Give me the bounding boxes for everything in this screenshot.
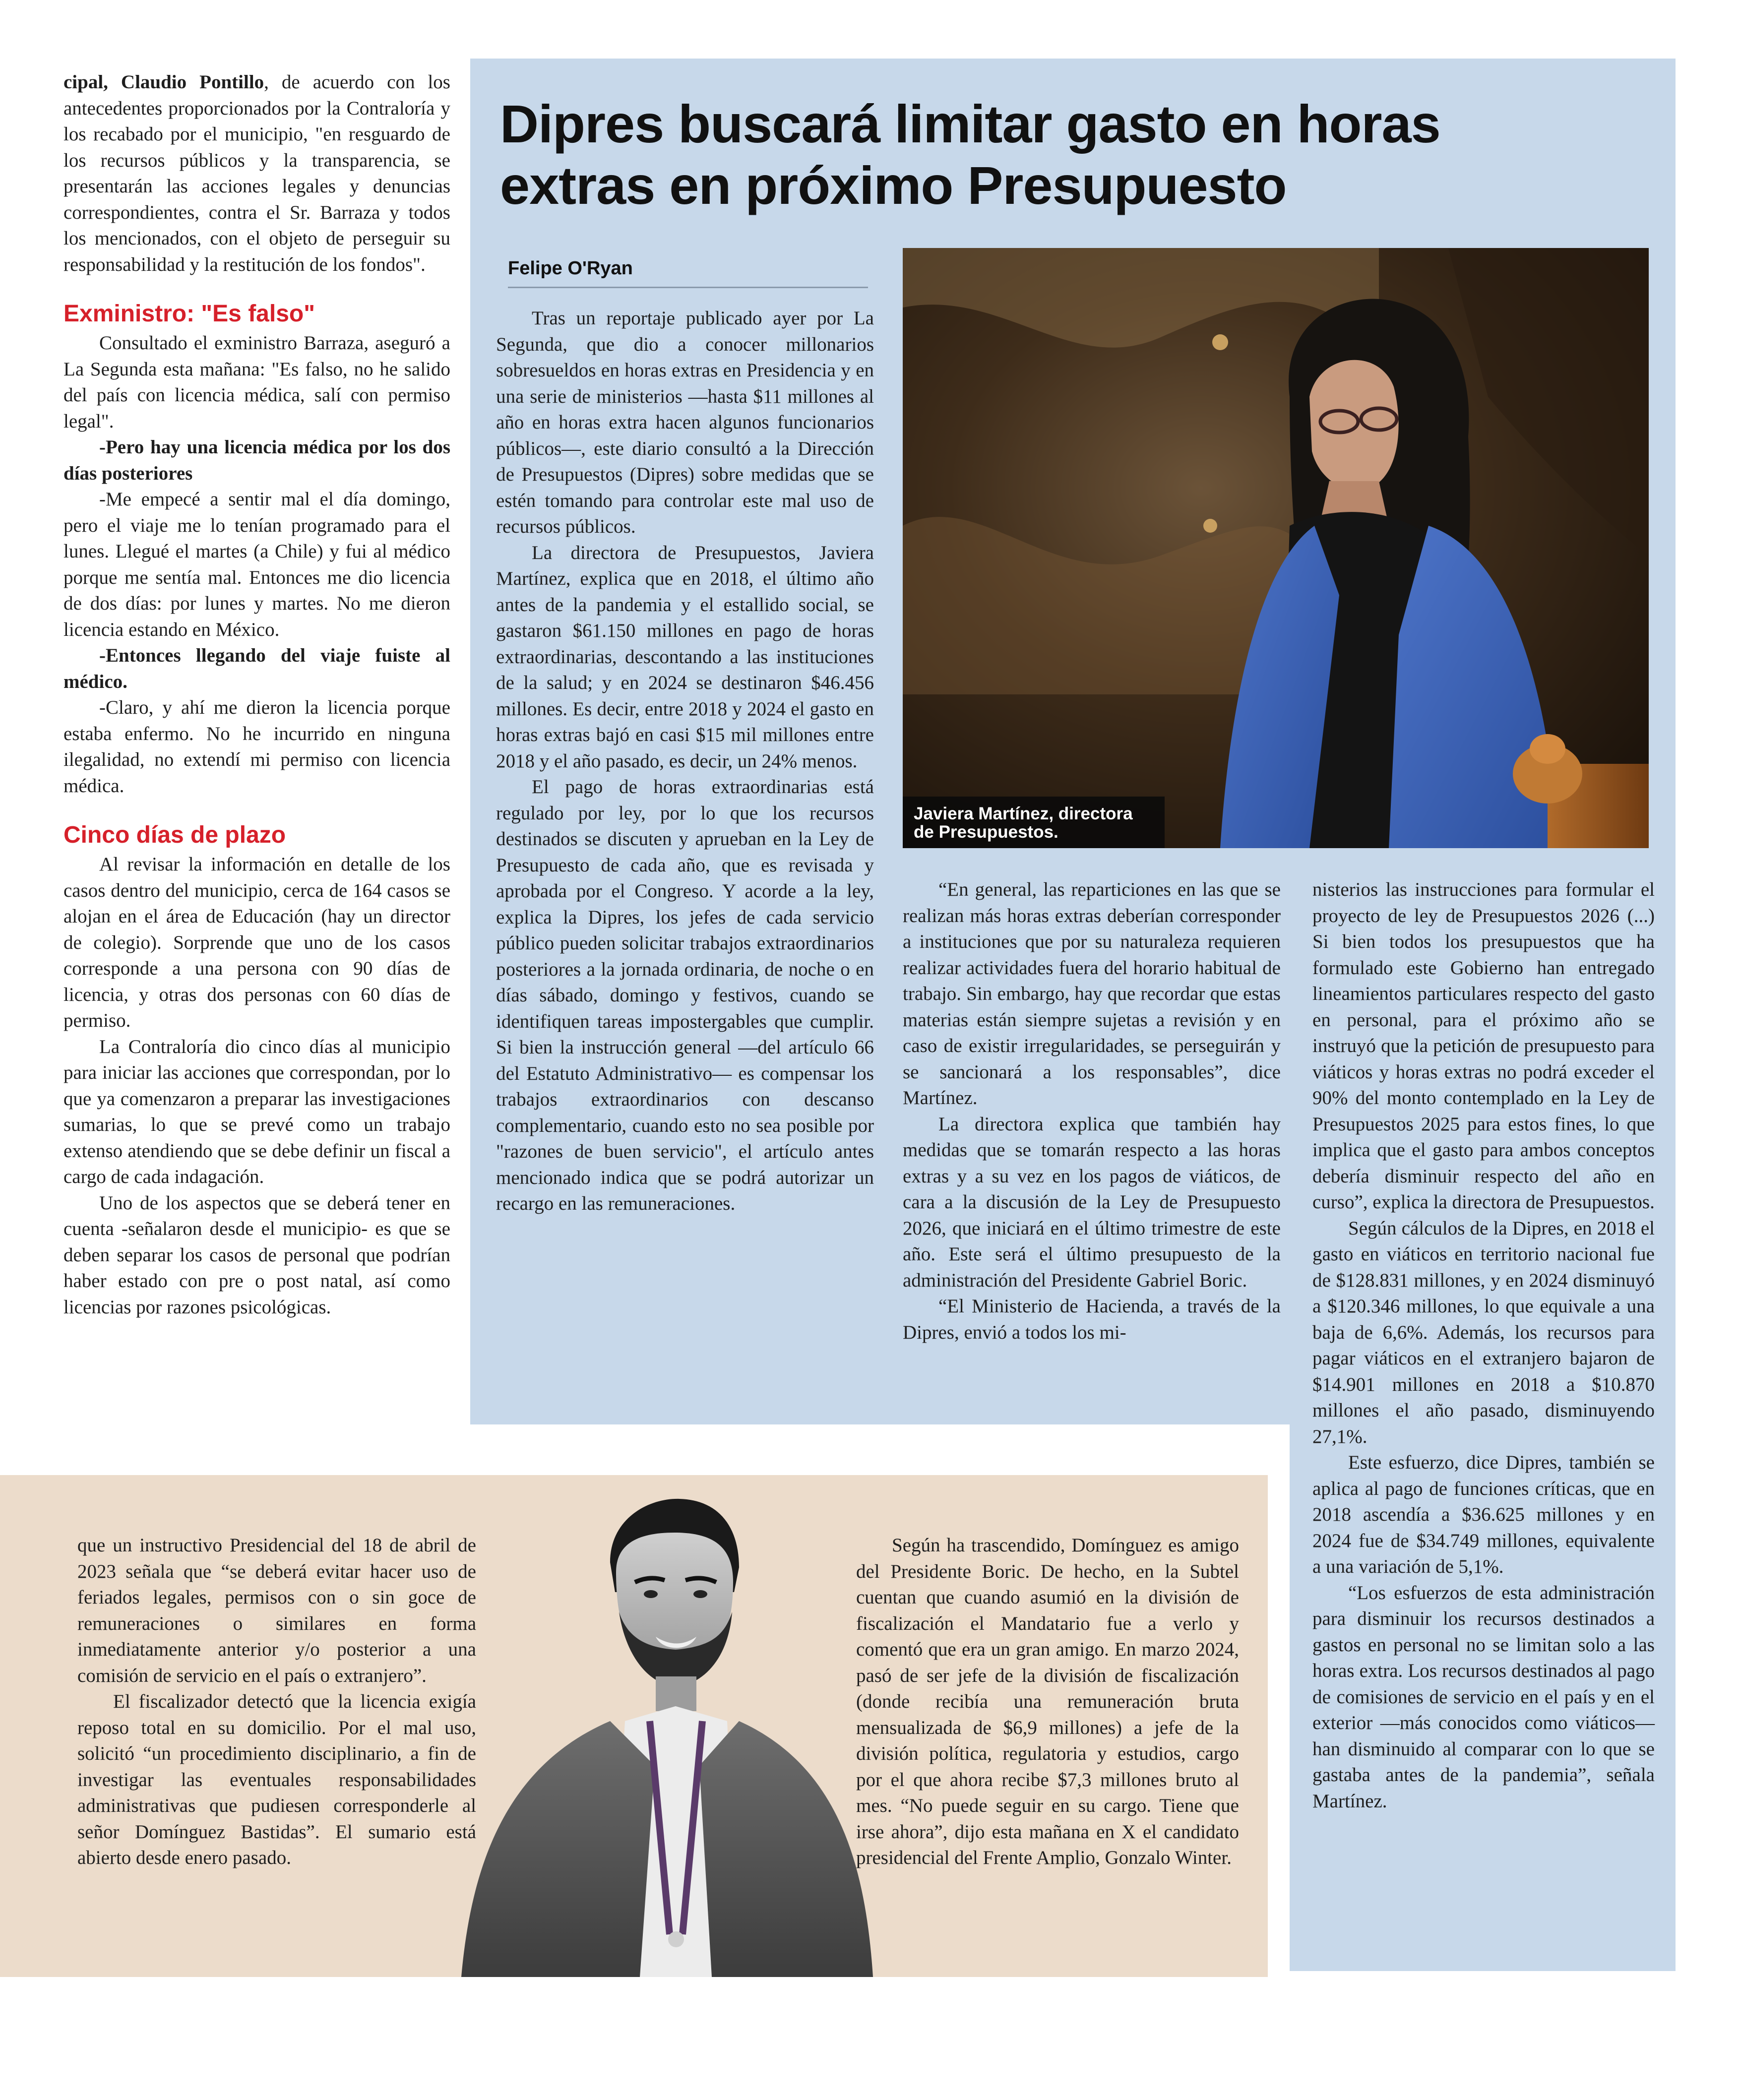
article-paragraph: La directora de Presupuestos, Javiera Martínez, explica que en 2018, el último año antes de la pandemia y el estallido social, se gastaron $61.150 millones en pago de horas extraordinarias, descontando a las instituciones de la salud; y en 2024 se destinaron $46.456 millones. Es decir, entre 2018 y 2024 el gasto en horas extras bajó en casi $15 mil millones entre 2018 y el año pasado, es decir, un 24% menos. [496, 542, 874, 772]
article-column-2 [903, 877, 1281, 1346]
article-paragraph: Este esfuerzo, dice Dipres, también se aplica al pago de funciones críticas, que en 2018 ascendía a $36.625 millones y en 2024 fue de $34.749 millones, equivalente a una variación de 5,1%. [1312, 1452, 1655, 1577]
left-paragraph-intro [63, 69, 450, 278]
sidebar-paragraph: El fiscalizador detectó que la licencia exigía reposo total en su domicilio. Por el mal uso, solicitó “un procedimiento disciplinario, a fin de investigar las eventuales responsabilidades administrativas que pudiesen corresponderle al señor Domínguez Bastidas”. El sumario está abierto desde enero pasado. [77, 1691, 476, 1868]
subhead-exministro: Exministro: "Es falso" [63, 301, 315, 327]
article-paragraph: La directora explica que también hay medidas que se tomarán respecto a las horas extras y a su vez en los pagos de viáticos, de cara a la discusión de la Ley de Presupuesto 2026, que iniciará en el último trimestre de este año. Este será el último presupuesto de la administración del Presidente Gabriel Boric. [903, 1113, 1281, 1291]
article-paragraph: nisterios las instrucciones para formular el proyecto de ley de Presupuestos 2026 (...) Si bien todos los presupuestos que ha formulado este Gobierno han entregado lineamientos particulares respecto del gasto en personal, para el próximo año se instruyó que la petición de presupuesto para viáticos y horas extras no podrá exceder el 90% del monto contemplado en la Ley de Presupuestos 2025 para estos fines, lo que implica que el gasto para ambos conceptos debería disminuir respecto del año en curso”, explica la directora de Presupuestos. [1312, 879, 1655, 1213]
sidebar-column-1 [77, 1533, 476, 1871]
article-paragraph: “El Ministerio de Hacienda, a través de la Dipres, envió a todos los mi- [903, 1296, 1281, 1343]
article-column-3 [1312, 877, 1655, 1814]
section1-question: -Entonces llegando del viaje fuiste al médico. [63, 645, 450, 692]
intro-bold-name: cipal, Claudio Pontillo [63, 71, 264, 93]
article-paragraph: “En general, las reparticiones en las que se realizan más horas extras deberían corresponder a instituciones que por su naturaleza requieren realizar actividades fuera del horario habitual de trabajo. Sin embargo, hay que recordar que estas materias están siempre sujetas a revisión y en caso de existir irregularidades, se perseguirán y se sancionará a los responsables”, dice Martínez. [903, 879, 1281, 1109]
article-photo [903, 248, 1649, 848]
section2-paragraph: La Contraloría dio cinco días al municipio para iniciar las acciones que correspondan, por lo que ya comenzaron a preparar las investigaciones sumarias, lo que se prevé como un trabajo extenso atendiendo que se debe definir un fiscal a cargo de cada indagación. [63, 1036, 450, 1187]
section2-paragraph: Al revisar la información en detalle de los casos dentro del municipio, cerca de 164 casos se alojan en el área de Educación (hay un director de colegio). Sorprende que uno de los casos corresponde a una persona con 90 días de licencia, y otras dos personas con 60 días de permiso. [63, 854, 450, 1031]
subhead-cinco-dias: Cinco días de plazo [63, 822, 286, 848]
section1-answer: -Claro, y ahí me dieron la licencia porque estaba enfermo. No he incurrido en ninguna ilegalidad, no extendí mi permiso con licencia médica. [63, 697, 450, 797]
left-column [63, 69, 450, 1320]
article-paragraph: El pago de horas extraordinarias está regulado por ley, por lo que los recursos destinados se discuten y aprueban en la Ley de Presupuesto de cada año, que es revisada y aprobada por el Congreso. Y acorde a la ley, explica la Dipres, los jefes de cada servicio público pueden solicitar trabajos extraordinarios posteriores a la jornada ordinaria, de noche o en días sábado, domingo y festivos, cuando se identifiquen tareas impostergables que cumplir. Si bien la instrucción general —del artículo 66 del Estatuto Administrativo— es compensar los trabajos extraordinarios con descanso complementario, cuando esto no sea posible por "razones de buen servicio", el artículo antes mencionado indica que se podrá autorizar un recargo en las remuneraciones. [496, 776, 874, 1214]
photo-dominguez [461, 1488, 873, 1977]
article-column-1 [496, 306, 874, 1217]
sidebar-box [0, 1475, 1268, 1977]
article-paragraph: Tras un reportaje publicado ayer por La Segunda, que dio a conocer millonarios sobresueldos en horas extras en Presidencia y en una serie de ministerios —hasta $11 millones al año en horas extra hacen algunos funcionarios públicos—, este diario consultó a la Dirección de Presupuestos (Dipres) sobre medidas que se estén tomando para controlar este mal uso de recursos públicos. [496, 308, 874, 537]
article-byline: Felipe O'Ryan [508, 256, 868, 288]
article-paragraph: Según cálculos de la Dipres, en 2018 el gasto en viáticos en territorio nacional fue de $128.831 millones, y en 2024 disminuyó a $120.346 millones, lo que equivale a una baja de 6,6%. Además, los recursos para pagar viáticos en el extranjero bajaron de $14.901 millones en 2018 a $10.870 millones el año pasado, disminuyendo 27,1%. [1312, 1217, 1655, 1447]
photo-javiera-martinez [903, 248, 1649, 848]
intro-text: , de acuerdo con los antecedentes proporcionados por la Contraloría y los recabado por el municipio, "en resguardo de los recursos públicos y la transparencia, se presentarán las acciones legales y denuncias correspondientes, contra el Sr. Barraza y todos los mencionados, con el objeto de perseguir su responsabilidad y la restitución de los fondos". [63, 71, 450, 275]
photo-caption: Javiera Martínez, directora de Presupuestos. [903, 797, 1165, 848]
section2-paragraph: Uno de los aspectos que se deberá tener en cuenta -señalaron desde el municipio- es que se deben separar los casos de personal que podrían haber estado con pre o post natal, así como licencias por razones psicológicas. [63, 1192, 450, 1318]
sidebar-paragraph: Según ha trascendido, Domínguez es amigo del Presidente Boric. De hecho, en la Subtel cuentan que cuando asumió en la división de fiscalización el Mandatario fue a verlo y comentó que era un gran amigo. En marzo 2024, pasó de ser jefe de la división de fiscalización (donde recibía una remuneración bruta mensualizada de $6,9 millones) a jefe de la división política, regulatoria y estudios, cargo por el que ahora recibe $7,3 millones bruto al mes. “No puede seguir en su cargo. Tiene que irse ahora”, dijo esta mañana en X el candidato presidencial del Frente Amplio, Gonzalo Winter. [856, 1535, 1239, 1868]
section1-paragraph: Consultado el exministro Barraza, aseguró a La Segunda esta mañana: "Es falso, no he salido del país con licencia médica, salí con permiso legal". [63, 332, 450, 432]
sidebar-paragraph: que un instructivo Presidencial del 18 de abril de 2023 señala que “se deberá evitar hacer uso de feriados legales, permisos con o sin goce de remuneraciones o similares en forma inmediatamente anterior y/o posterior a una comisión de servicio en el país o extranjero”. [77, 1535, 476, 1686]
section1-answer: -Me empecé a sentir mal el día domingo, pero el viaje me lo tenían programado para el lunes. Llegué el martes (a Chile) y fui al médico porque me sentía mal. Entonces me dio licencia de dos días: por lunes y martes. No me dieron licencia estando en México. [63, 489, 450, 640]
article-headline: Dipres buscará limitar gasto en horas extras en próximo Presupuesto [500, 94, 1440, 215]
sidebar-photo [461, 1488, 873, 1977]
section1-question: -Pero hay una licencia médica por los dos días posteriores [63, 436, 450, 484]
article-paragraph: “Los esfuerzos de esta administración para disminuir los recursos destinados a gastos en personal no se limitan solo a las horas extra. Los recursos destinados al pago de comisiones de servicio en el país y en el exterior —más conocidos como viáticos— han disminuido al comparar con lo que se gastaba antes de la pandemia”, señala Martínez. [1312, 1582, 1655, 1812]
sidebar-column-2 [856, 1533, 1239, 1871]
